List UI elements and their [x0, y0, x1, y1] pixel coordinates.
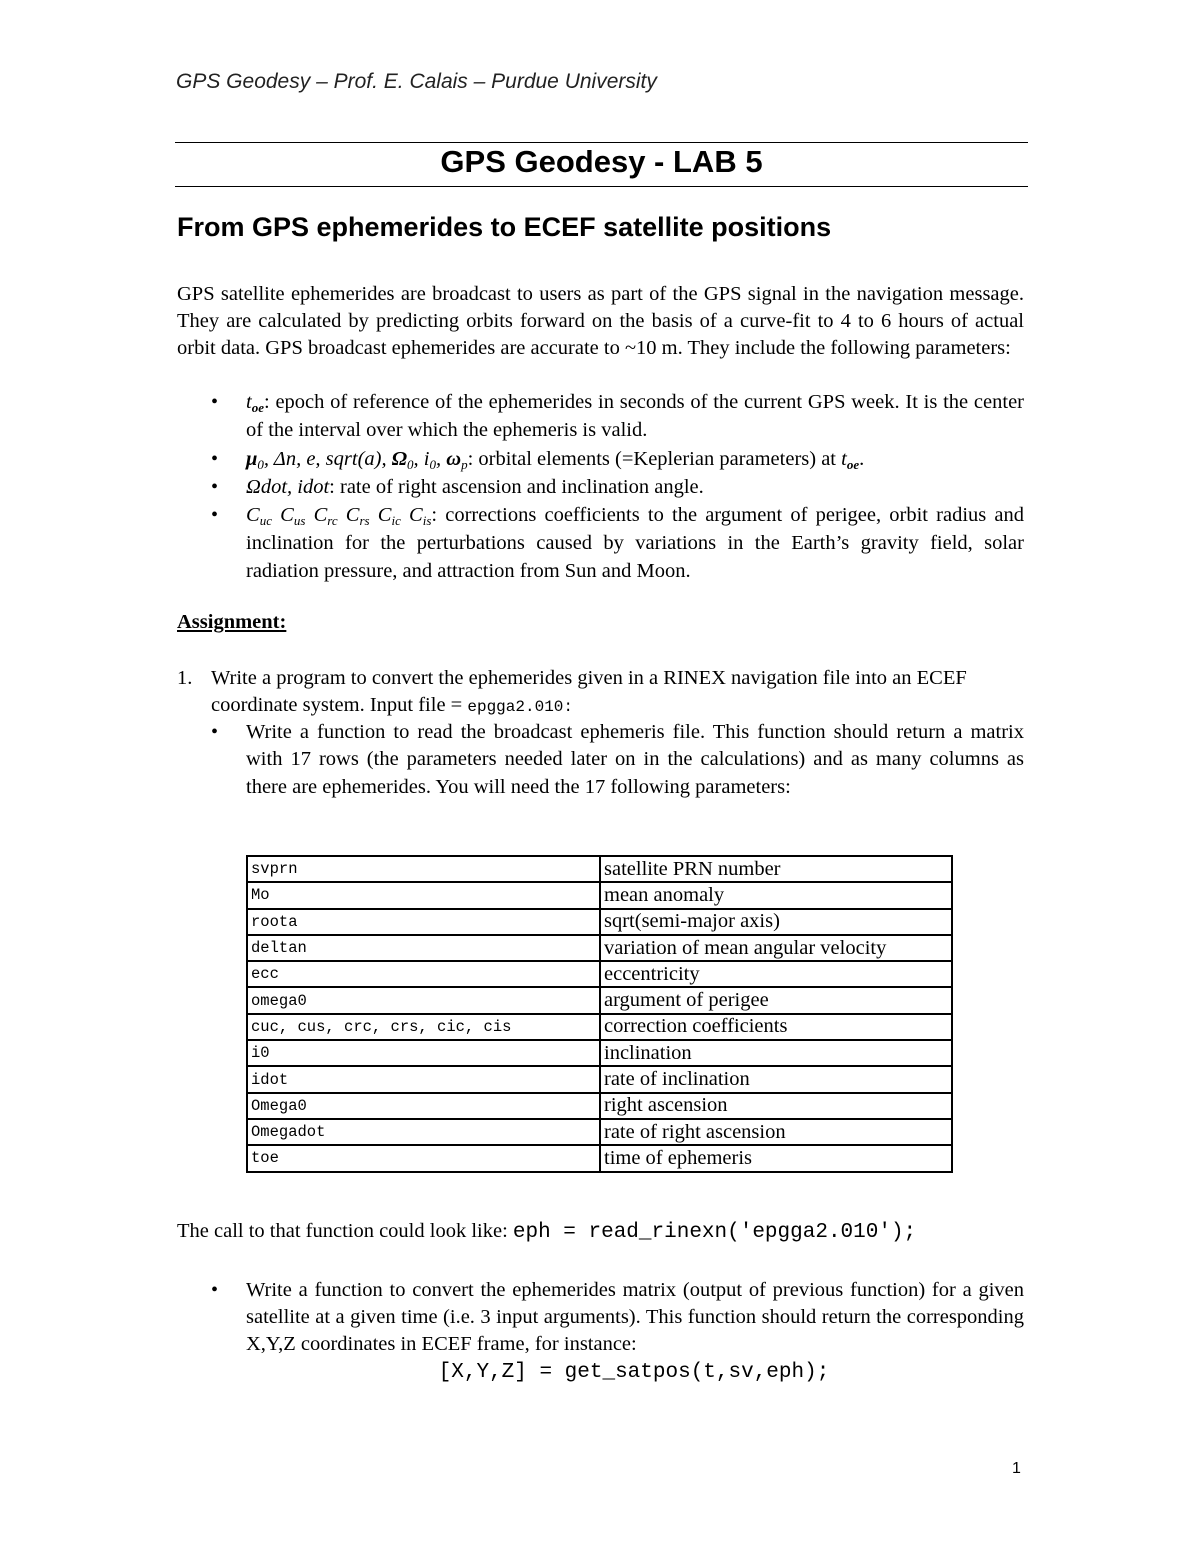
- bullet-icon: •: [211, 448, 219, 470]
- param-name-cell: Mo: [247, 882, 600, 908]
- subtask-list: [177, 719, 1024, 801]
- table-row: [247, 909, 952, 935]
- table-row: [247, 987, 952, 1013]
- bullet-icon: •: [211, 476, 219, 498]
- list-item: • Write a function to convert the ephemerides matrix (output of previous function) for a given satellite at a given time (i.e. 3 input arguments). This function should return the corresponding X,Y,Z coordinates in ECEF frame, for instance:: [211, 1279, 1024, 1355]
- param-desc-cell: correction coefficients: [600, 1014, 952, 1040]
- param-name-cell: Omega0: [247, 1093, 600, 1119]
- param-name-cell: roota: [247, 909, 600, 935]
- param-desc-cell: rate of inclination: [600, 1066, 952, 1092]
- param-name-cell: deltan: [247, 935, 600, 961]
- param-name-cell: svprn: [247, 856, 600, 882]
- parameter-bullet-list: [177, 388, 1024, 585]
- table-row: [247, 1093, 952, 1119]
- page-number: 1: [1012, 1460, 1021, 1477]
- parameters-table: [246, 855, 953, 1173]
- param-name-cell: i0: [247, 1040, 600, 1066]
- param-desc-cell: satellite PRN number: [600, 856, 952, 882]
- table-row: [247, 1119, 952, 1145]
- lab-title: GPS Geodesy - LAB 5: [440, 144, 763, 179]
- intro-paragraph: GPS satellite ephemerides are broadcast to users as part of the GPS signal in the navigation message. They are calculated by predicting orbits forward on the basis of a curve-fit to 4 to 6 hours of actual orbit data. GPS broadcast ephemerides are accurate to ~10 m. They include the following parameters:: [177, 283, 1024, 359]
- param-name-cell: omega0: [247, 987, 600, 1013]
- param-desc-cell: time of ephemeris: [600, 1145, 952, 1171]
- param-name-cell: Omegadot: [247, 1119, 600, 1145]
- table-row: [247, 1145, 952, 1171]
- title-top-rule: [175, 142, 1028, 143]
- bullet-icon: •: [211, 391, 219, 413]
- table-row: [247, 1066, 952, 1092]
- function-call-code: eph = read_rinexn('epgga2.010');: [512, 1221, 917, 1244]
- assignment-item-1: [177, 665, 1024, 721]
- list-item: • $\mu_0$, Δn, e, sqrt(a), $\Omega_0$, $i_0$, $\omega_p$: orbital elements (=Keplerian parameters) at $t_{oe}$.: [177, 445, 1024, 473]
- list-item: • Write a function to read the broadcast ephemeris file. This function should return a matrix with 17 rows (the parameters needed later on in the calculations) and as many columns as there are ephemerides. You will need the 17 following parameters:: [211, 721, 1024, 798]
- input-file-name: epgga2.010: [467, 698, 564, 716]
- table-row: [247, 856, 952, 882]
- param-desc-cell: rate of right ascension: [600, 1119, 952, 1145]
- subtask-list-2: [177, 1277, 1024, 1358]
- param-desc-cell: eccentricity: [600, 961, 952, 987]
- param-name-cell: idot: [247, 1066, 600, 1092]
- param-desc-cell: argument of perigee: [600, 987, 952, 1013]
- bullet-icon: •: [211, 504, 219, 526]
- param-name-cell: cuc, cus, crc, crs, cic, cis: [247, 1014, 600, 1040]
- table-row: [247, 935, 952, 961]
- list-item: • $C_{uc}$ $C_{us}$ $C_{rc}$ $C_{rs}$ $C_{ic}$ $C_{is}$: corrections coefficients to the argument of perigee, orbit radius and inclination for the perturbations caused by variations in the Earth’s gravity field, solar radiation pressure, and attraction from Sun and Moon.: [177, 501, 1024, 585]
- code-example: [X,Y,Z] = get_satpos(t,sv,eph);: [438, 1361, 830, 1384]
- title-bottom-rule: [175, 186, 1028, 187]
- item-text: Write a program to convert the ephemerides given in a RINEX navigation file into an ECEF coordinate system. Input file = epgga2.010:: [211, 667, 967, 716]
- running-header: GPS Geodesy – Prof. E. Calais – Purdue University: [176, 70, 657, 93]
- assignment-heading: Assignment:: [177, 611, 287, 633]
- table-row: [247, 1040, 952, 1066]
- section-title: From GPS ephemerides to ECEF satellite positions: [177, 212, 832, 242]
- param-desc-cell: right ascension: [600, 1093, 952, 1119]
- param-name-cell: ecc: [247, 961, 600, 987]
- table-row: [247, 882, 952, 908]
- table-row: [247, 961, 952, 987]
- function-call-line: The call to that function could look like: eph = read_rinexn('epgga2.010');: [177, 1220, 917, 1244]
- list-item: • $t_{oe}$: epoch of reference of the ephemerides in seconds of the current GPS week. It is the center of the interval over which the ephemeris is valid.: [177, 388, 1024, 444]
- param-desc-cell: mean anomaly: [600, 882, 952, 908]
- list-item: • Ωdot, idot: rate of right ascension and inclination angle.: [177, 473, 1024, 501]
- param-desc-cell: variation of mean angular velocity: [600, 935, 952, 961]
- item-number: 1.: [177, 667, 193, 689]
- table-row: [247, 1014, 952, 1040]
- bullet-icon: •: [211, 721, 219, 743]
- param-desc-cell: sqrt(semi-major axis): [600, 909, 952, 935]
- bullet-icon: •: [211, 1279, 219, 1301]
- param-name-cell: toe: [247, 1145, 600, 1171]
- param-desc-cell: inclination: [600, 1040, 952, 1066]
